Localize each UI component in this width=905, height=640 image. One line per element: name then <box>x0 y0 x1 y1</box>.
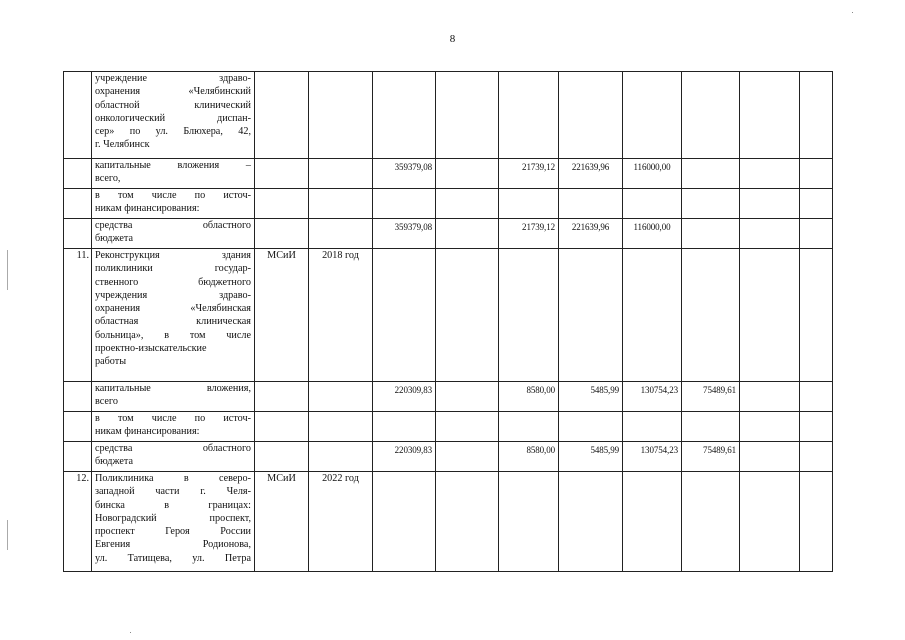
year-cell <box>309 442 373 472</box>
row-number <box>64 159 92 189</box>
value-cell: 221639,96 <box>559 159 623 189</box>
value-cell <box>623 412 682 442</box>
value-cell <box>740 159 800 189</box>
value-cell <box>682 249 740 382</box>
scan-speck <box>130 632 131 633</box>
value-cell <box>800 442 833 472</box>
value-cell <box>499 189 559 219</box>
description-line: средства областного <box>95 220 251 231</box>
value-cell: 359379,08 <box>373 159 436 189</box>
description-line: проектно-изыскательские <box>95 343 207 355</box>
object-description <box>92 219 255 249</box>
value-cell <box>436 442 499 472</box>
executor-cell <box>255 382 309 412</box>
value-cell <box>800 219 833 249</box>
description-line: средства областного <box>95 443 251 454</box>
value-cell: 130754,23 <box>623 442 682 472</box>
value-cell <box>559 249 623 382</box>
description-line: больница», в том числе <box>95 329 251 341</box>
value-cell <box>623 189 682 219</box>
value-cell: 130754,23 <box>623 382 682 412</box>
description-line: никам финансирования: <box>95 426 200 438</box>
description-line: Новоградский проспект, <box>95 512 251 524</box>
scan-speck <box>852 12 853 13</box>
value-cell: 5485,99 <box>559 442 623 472</box>
year-cell <box>309 382 373 412</box>
value-cell <box>682 72 740 159</box>
value-cell <box>373 189 436 219</box>
value-cell <box>800 472 833 572</box>
value-cell: 21739,12 <box>499 159 559 189</box>
value-cell <box>436 249 499 382</box>
row-number <box>64 382 92 412</box>
executor-cell <box>255 219 309 249</box>
executor-cell <box>255 159 309 189</box>
description-line: поликлиники государ- <box>95 263 251 275</box>
value-cell <box>499 72 559 159</box>
value-cell: 21739,12 <box>499 219 559 249</box>
value-cell: 5485,99 <box>559 382 623 412</box>
value-cell <box>436 159 499 189</box>
table-row <box>64 72 833 159</box>
value-cell <box>436 472 499 572</box>
description-line: областная клиническая <box>95 316 251 328</box>
value-cell <box>682 412 740 442</box>
scan-edge-mark <box>7 250 8 290</box>
executor-cell: МСиИ <box>255 249 309 382</box>
executor-cell: МСиИ <box>255 472 309 572</box>
value-cell <box>559 412 623 442</box>
value-cell <box>373 72 436 159</box>
row-number <box>64 412 92 442</box>
description-line: в том числе по источ- <box>95 190 251 201</box>
description-line: всего, <box>95 173 121 185</box>
value-cell: 116000,00 <box>623 219 682 249</box>
description-line: ул. Татищева, ул. Петра <box>95 552 251 564</box>
value-cell <box>682 159 740 189</box>
description-line: проспект Героя России <box>95 526 251 538</box>
description-line: капитальные вложения – <box>95 160 251 171</box>
description-line: онкологический диспан- <box>95 112 251 124</box>
table-row <box>64 189 833 219</box>
value-cell <box>740 472 800 572</box>
executor-cell <box>255 189 309 219</box>
row-number: 11. <box>64 249 92 382</box>
value-cell <box>436 72 499 159</box>
year-cell: 2022 год <box>309 472 373 572</box>
value-cell: 116000,00 <box>623 159 682 189</box>
value-cell <box>436 412 499 442</box>
value-cell <box>623 72 682 159</box>
description-line: Поликлиника в северо- <box>95 473 251 484</box>
table-row <box>64 412 833 442</box>
value-cell <box>499 249 559 382</box>
year-cell <box>309 72 373 159</box>
description-line: всего <box>95 396 118 408</box>
year-cell <box>309 412 373 442</box>
value-cell: 221639,96 <box>559 219 623 249</box>
value-cell <box>740 442 800 472</box>
scan-edge-mark <box>7 520 8 550</box>
table-row <box>64 472 833 572</box>
value-cell <box>436 382 499 412</box>
description-line: в том числе по источ- <box>95 413 251 424</box>
value-cell <box>800 72 833 159</box>
executor-cell <box>255 442 309 472</box>
value-cell <box>740 189 800 219</box>
row-number: 12. <box>64 472 92 572</box>
value-cell <box>559 72 623 159</box>
value-cell <box>436 189 499 219</box>
description-line: ственного бюджетного <box>95 276 251 288</box>
description-line: бюджета <box>95 233 133 245</box>
value-cell <box>740 412 800 442</box>
value-cell <box>682 189 740 219</box>
table-row <box>64 382 833 412</box>
value-cell <box>499 472 559 572</box>
value-cell <box>373 412 436 442</box>
value-cell <box>800 382 833 412</box>
value-cell <box>740 72 800 159</box>
financing-table <box>63 71 833 572</box>
value-cell: 220309,83 <box>373 382 436 412</box>
value-cell <box>373 249 436 382</box>
value-cell <box>800 412 833 442</box>
description-line: работы <box>95 356 127 368</box>
object-description <box>92 382 255 412</box>
object-description <box>92 472 255 572</box>
value-cell <box>499 412 559 442</box>
value-cell: 75489,61 <box>682 382 740 412</box>
object-description <box>92 189 255 219</box>
value-cell: 75489,61 <box>682 442 740 472</box>
page-number: 8 <box>449 33 456 45</box>
year-cell <box>309 189 373 219</box>
value-cell: 220309,83 <box>373 442 436 472</box>
row-number <box>64 72 92 159</box>
table-row <box>64 219 833 249</box>
object-description <box>92 412 255 442</box>
table-row <box>64 249 833 382</box>
value-cell <box>682 219 740 249</box>
value-cell <box>800 159 833 189</box>
value-cell <box>559 472 623 572</box>
value-cell <box>800 189 833 219</box>
description-line: никам финансирования: <box>95 203 200 215</box>
object-description <box>92 249 255 382</box>
description-line: охранения «Челябинский <box>95 86 251 98</box>
executor-cell <box>255 412 309 442</box>
object-description <box>92 442 255 472</box>
value-cell <box>436 219 499 249</box>
value-cell <box>373 472 436 572</box>
description-line: бюджета <box>95 456 133 468</box>
value-cell <box>740 382 800 412</box>
row-number <box>64 442 92 472</box>
value-cell <box>800 249 833 382</box>
row-number <box>64 189 92 219</box>
value-cell: 8580,00 <box>499 442 559 472</box>
table-row <box>64 159 833 189</box>
description-line: западной части г. Челя- <box>95 486 251 498</box>
value-cell <box>559 189 623 219</box>
description-line: учреждение здраво- <box>95 73 251 84</box>
year-cell <box>309 159 373 189</box>
value-cell <box>623 472 682 572</box>
year-cell: 2018 год <box>309 249 373 382</box>
row-number <box>64 219 92 249</box>
object-description <box>92 72 255 159</box>
object-description <box>92 159 255 189</box>
value-cell: 359379,08 <box>373 219 436 249</box>
description-line: охранения «Челябинская <box>95 303 251 315</box>
description-line: областной клинический <box>95 99 251 111</box>
table-row <box>64 442 833 472</box>
description-line: Евгения Родионова, <box>95 539 251 551</box>
description-line: бинска в границах: <box>95 499 251 511</box>
value-cell <box>682 472 740 572</box>
value-cell <box>740 219 800 249</box>
value-cell <box>740 249 800 382</box>
executor-cell <box>255 72 309 159</box>
description-line: учреждения здраво- <box>95 289 251 301</box>
description-line: капитальные вложения, <box>95 383 251 394</box>
value-cell: 8580,00 <box>499 382 559 412</box>
value-cell <box>623 249 682 382</box>
description-line: г. Челябинск <box>95 139 150 151</box>
year-cell <box>309 219 373 249</box>
description-line: сер» по ул. Блюхера, 42, <box>95 126 251 138</box>
description-line: Реконструкция здания <box>95 250 251 261</box>
